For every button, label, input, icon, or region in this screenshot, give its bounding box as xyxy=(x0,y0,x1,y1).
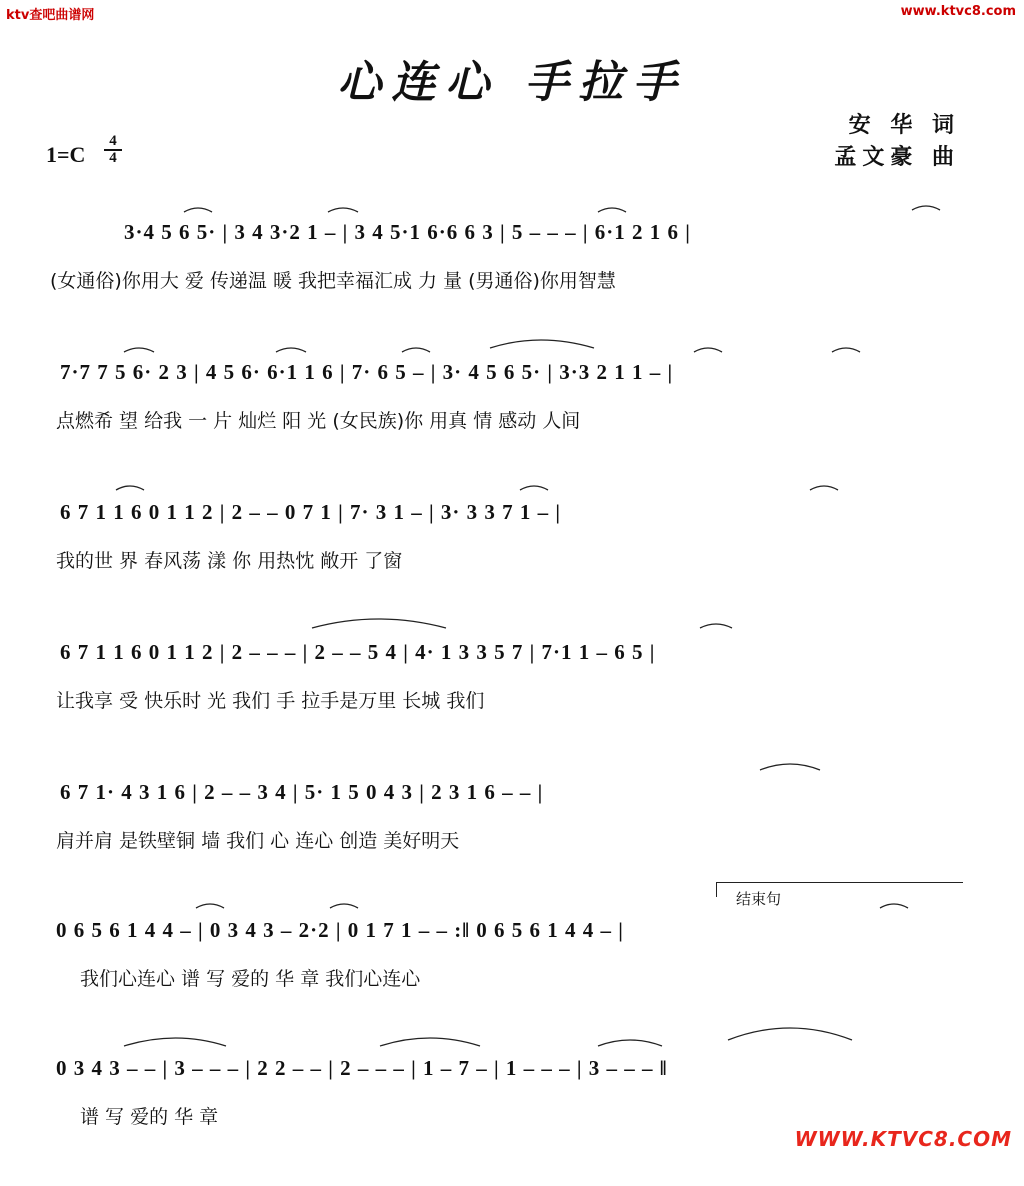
slur-mark xyxy=(330,904,358,908)
site-watermark-right: www.ktvc8.com xyxy=(900,4,1016,19)
slur-mark xyxy=(402,348,430,352)
slur-mark xyxy=(598,208,626,212)
lyrics-line: (女通俗)你用大 爱 传递温 暖 我把幸福汇成 力 量 (男通俗)你用智慧 xyxy=(50,270,616,292)
composer-credit: 孟文豪 曲 xyxy=(834,145,960,170)
notation-line: 6 7 1 1 6 0 1 1 2 | 2 – – 0 7 1 | 7· 3 1 – | 3· 3 3 7 1 – | xyxy=(60,500,562,524)
slur-mark xyxy=(116,486,144,490)
site-watermark-bottom: WWW.KTVC8.COM xyxy=(794,1127,1012,1151)
slur-mark xyxy=(276,348,306,352)
slur-mark xyxy=(694,348,722,352)
coda-label: 结束句 xyxy=(736,890,782,908)
slur-mark xyxy=(124,348,154,352)
slur-mark xyxy=(880,904,908,908)
notation-line: 6 7 1· 4 3 1 6 | 2 – – 3 4 | 5· 1 5 0 4 3 | 2 3 1 6 – – | xyxy=(60,780,544,804)
slur-mark xyxy=(184,208,212,212)
site-watermark-left: ktv查吧曲谱网 xyxy=(6,8,95,23)
slur-mark xyxy=(598,1040,662,1046)
notation-line: 7·7 7 5 6· 2 3 | 4 5 6· 6·1 1 6 | 7· 6 5 – | 3· 4 5 6 5· | 3·3 2 1 1 – | xyxy=(60,360,674,384)
lyrics-line: 让我享 受 快乐时 光 我们 手 拉手是万里 长城 我们 xyxy=(56,690,485,712)
lyrics-line: 谱 写 爱的 华 章 xyxy=(80,1106,219,1128)
notation-line: 0 6 5 6 1 4 4 – | 0 3 4 3 – 2·2 | 0 1 7 1 – – :‖ 0 6 5 6 1 4 4 – | xyxy=(56,918,624,942)
slur-mark xyxy=(196,904,224,908)
slur-mark xyxy=(328,208,358,212)
time-signature-top: 4 xyxy=(109,133,117,149)
song-title: 心连心 手拉手 xyxy=(337,57,687,108)
slur-mark xyxy=(520,486,548,490)
slur-mark xyxy=(380,1038,480,1046)
key-signature: 1=C xyxy=(46,142,86,167)
lyrics-line: 肩并肩 是铁壁铜 墙 我们 心 连心 创造 美好明天 xyxy=(56,830,460,852)
slur-mark xyxy=(810,486,838,490)
slur-mark xyxy=(312,619,446,628)
notation-line: 3·4 5 6 5· | 3 4 3·2 1 – | 3 4 5·1 6·6 6 3 | 5 – – – | 6·1 2 1 6 | xyxy=(124,220,691,244)
lyrics-line: 点燃希 望 给我 一 片 灿烂 阳 光 (女民族)你 用真 情 感动 人间 xyxy=(56,410,581,432)
notation-line: 6 7 1 1 6 0 1 1 2 | 2 – – – | 2 – – 5 4 | 4· 1 3 3 5 7 | 7·1 1 – 6 5 | xyxy=(60,640,656,664)
time-signature-bottom: 4 xyxy=(104,149,122,166)
slur-mark xyxy=(760,764,820,770)
notation-line: 0 3 4 3 – – | 3 – – – | 2 2 – – | 2 – – – | 1 – 7 – | 1 – – – | 3 – – – ‖ xyxy=(56,1056,668,1080)
slur-mark xyxy=(832,348,860,352)
lyrics-line: 我们心连心 谱 写 爱的 华 章 我们心连心 xyxy=(80,968,421,990)
slur-mark xyxy=(490,340,594,348)
slur-mark xyxy=(124,1038,226,1046)
lyrics-line: 我的世 界 春风荡 漾 你 用热忱 敞开 了窗 xyxy=(56,550,403,572)
slur-mark xyxy=(728,1028,852,1040)
slur-mark xyxy=(700,624,732,628)
slur-mark xyxy=(912,206,940,210)
lyricist-credit: 安 华 词 xyxy=(848,113,960,138)
